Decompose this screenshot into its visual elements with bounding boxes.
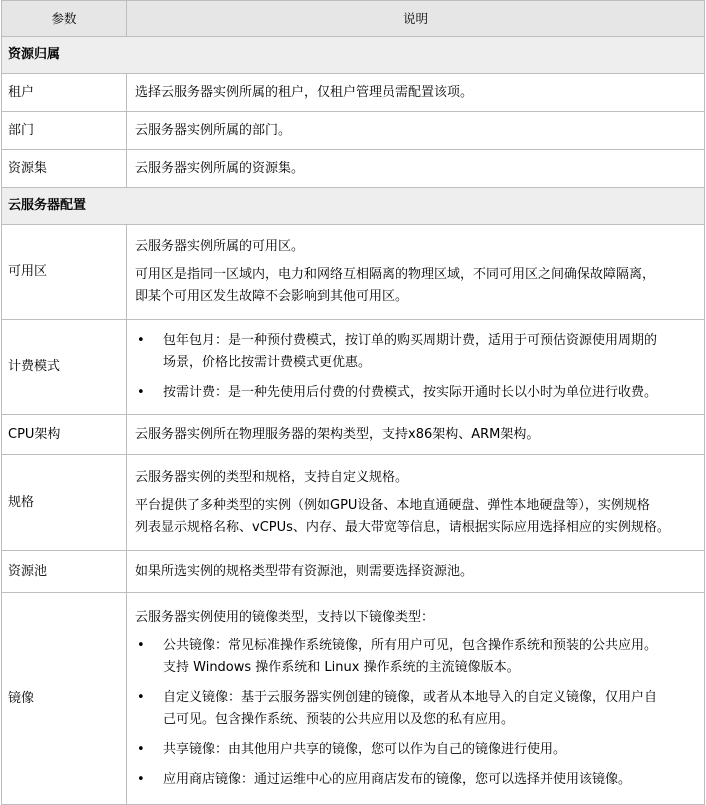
desc-spec	[127, 455, 705, 551]
list-item: • 公共镜像：常见标准操作系统镜像，所有用户可见，包含操作系统和预装的公共应用。 支持 Windows 操作系统和 Linux 操作系统的主流镜像版本。	[135, 635, 696, 679]
desc-billing	[127, 320, 705, 415]
param-image: 镜像	[2, 593, 127, 805]
param-department: 部门	[2, 112, 127, 150]
parameter-table	[1, 0, 705, 805]
table-row-billing	[2, 320, 705, 415]
param-tenant: 租户	[2, 74, 127, 112]
table-row-resource-set	[2, 150, 705, 188]
bullet-icon: •	[137, 637, 145, 653]
section-config: 云服务器配置	[2, 188, 705, 225]
param-az: 可用区	[2, 225, 127, 320]
table-row-pool	[2, 551, 705, 593]
desc-tenant: 选择云服务器实例所属的租户，仅租户管理员需配置该项。	[127, 74, 705, 112]
bullet-icon: •	[137, 333, 145, 348]
bullet-icon: •	[137, 741, 145, 757]
list-item: • 按需计费：是一种先使用后付费的付费模式，按实际开通时长以小时为单位进行收费。	[135, 382, 696, 404]
section-row-config	[2, 188, 705, 225]
desc-az-line-2: 可用区是指同一区域内，电力和网络互相隔离的物理区域，不同可用区之间确保故障隔离，	[135, 267, 656, 282]
list-item: • 应用商店镜像：通过运维中心的应用商店发布的镜像，您可以选择并使用该镜像。	[135, 769, 696, 791]
table-row-image	[2, 593, 705, 805]
desc-pool: 如果所选实例的规格类型带有资源池，则需要选择资源池。	[127, 551, 705, 593]
desc-az-line-1: 云服务器实例所属的可用区。	[135, 239, 305, 254]
list-item: • 自定义镜像：基于云服务器实例创建的镜像，或者从本地导入的自定义镜像，仅用户自 己可见。包含操作系统、预装的公共应用以及您的私有应用。	[135, 687, 696, 731]
desc-spec-line-1: 云服务器实例的类型和规格，支持自定义规格。	[135, 469, 409, 485]
desc-spec-line-3: 列表显示规格名称、vCPUs、内存、最大带宽等信息，请根据实际应用选择相应的实例规格。	[135, 519, 670, 535]
table-row-cpu	[2, 415, 705, 455]
desc-image	[127, 593, 705, 805]
desc-az-line-3: 即某个可用区发生故障不会影响到其他可用区。	[135, 289, 409, 304]
section-row-resource	[2, 37, 705, 74]
section-resource: 资源归属	[2, 37, 705, 74]
bullet-icon: •	[137, 771, 145, 787]
param-resource-set: 资源集	[2, 150, 127, 188]
param-billing: 计费模式	[2, 320, 127, 415]
param-cpu: CPU架构	[2, 415, 127, 455]
desc-department: 云服务器实例所属的部门。	[127, 112, 705, 150]
list-item: • 共享镜像：由其他用户共享的镜像，您可以作为自己的镜像进行使用。	[135, 739, 696, 761]
bullet-icon: •	[137, 689, 145, 705]
param-spec: 规格	[2, 455, 127, 551]
desc-cpu: 云服务器实例所在物理服务器的架构类型，支持x86架构、ARM架构。	[127, 415, 705, 455]
table-row-department	[2, 112, 705, 150]
header-param: 参数	[2, 1, 127, 37]
table-row-az	[2, 225, 705, 320]
desc-resource-set: 云服务器实例所属的资源集。	[127, 150, 705, 188]
bullet-icon: •	[137, 385, 145, 400]
desc-image-intro: 云服务器实例使用的镜像类型，支持以下镜像类型：	[135, 609, 435, 625]
list-item: • 包年包月：是一种预付费模式，按订单的购买周期计费，适用于可预估资源使用周期的 场景，价格比按需计费模式更优惠。	[135, 330, 696, 374]
table-row-tenant	[2, 74, 705, 112]
header-desc: 说明	[127, 1, 705, 37]
desc-az	[127, 225, 705, 320]
param-pool: 资源池	[2, 551, 127, 593]
table-row-spec	[2, 455, 705, 551]
header-row	[2, 1, 705, 37]
desc-spec-line-2: 平台提供了多种类型的实例（例如GPU设备、本地直通硬盘、弹性本地硬盘等），实例规格	[135, 497, 650, 513]
